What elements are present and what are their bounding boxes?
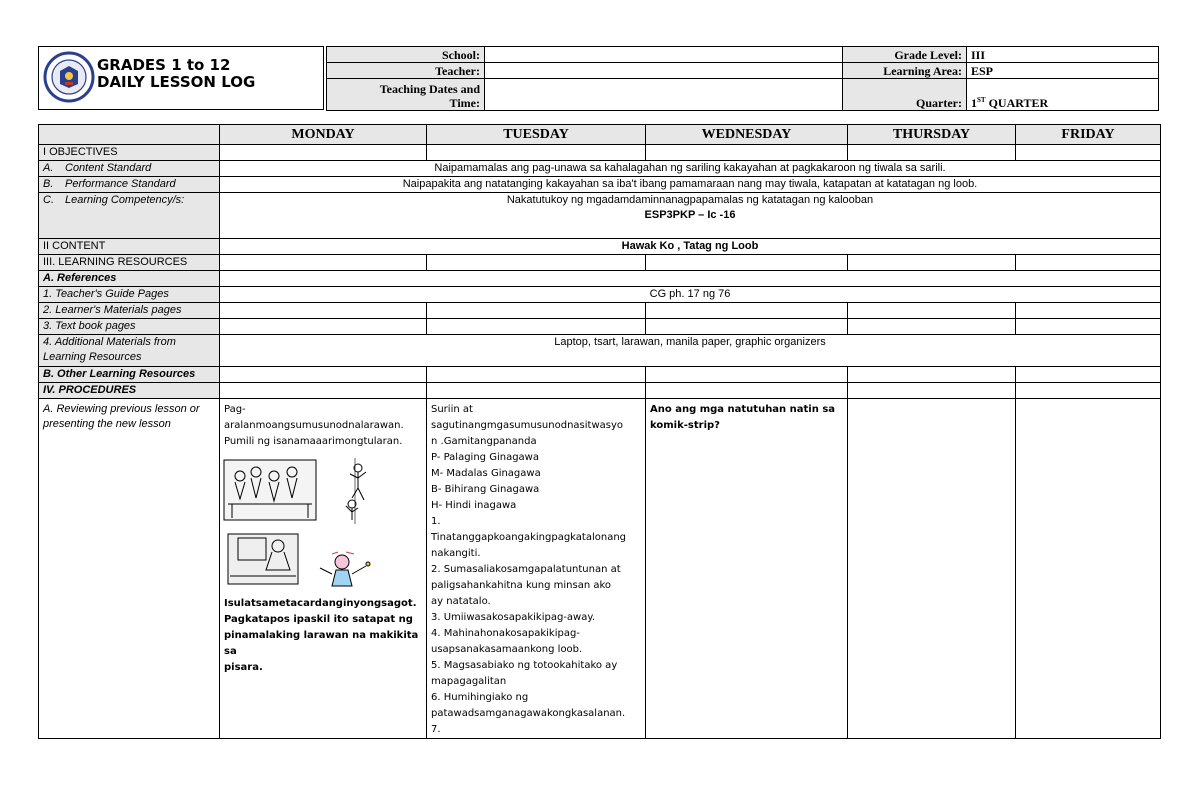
tuesday-line: M- Madalas Ginagawa — [431, 468, 541, 479]
cell[interactable] — [427, 367, 646, 383]
other-resources-row — [39, 367, 1161, 383]
cell[interactable] — [220, 367, 427, 383]
competency-text: Learning Competency/s: — [65, 194, 185, 206]
header-info-table — [326, 46, 1159, 111]
day-thursday: THURSDAY — [848, 125, 1016, 145]
procedures-row — [39, 383, 1161, 399]
tuesday-line: ay natatalo. — [431, 596, 491, 607]
teaching-dates-field[interactable] — [485, 79, 843, 111]
header-title-box — [38, 46, 324, 110]
performance-standard-row — [39, 177, 1161, 193]
content-standard-letter: A. — [43, 162, 54, 174]
other-resources-label: B. Other Learning Resources — [39, 367, 220, 383]
school-field[interactable] — [485, 47, 843, 63]
wednesday-line: komik-strip? — [650, 420, 720, 431]
classroom-comic-illustration — [220, 454, 400, 592]
cell[interactable] — [1016, 319, 1161, 335]
tuesday-line: P- Palaging Ginagawa — [431, 452, 539, 463]
cell[interactable] — [220, 303, 427, 319]
procedures-label: IV. PROCEDURES — [39, 383, 220, 399]
cell[interactable] — [848, 255, 1016, 271]
monday-line: Pag- — [224, 404, 246, 415]
learners-materials-row — [39, 303, 1161, 319]
learning-area-field[interactable]: ESP — [967, 63, 1159, 79]
friday-reviewing-cell[interactable] — [1016, 399, 1161, 739]
tuesday-line: 1. — [431, 516, 441, 527]
monday-line: Pagkatapos ipaskil ito satapat ng — [224, 614, 413, 625]
cell[interactable] — [1016, 367, 1161, 383]
reviewing-label-line1: A. Reviewing previous lesson or — [43, 403, 200, 415]
quarter-label: Quarter: — [843, 79, 967, 111]
performance-standard-text: Performance Standard — [65, 178, 176, 190]
competency-letter: C. — [43, 194, 54, 206]
cell[interactable] — [427, 145, 646, 161]
page-title — [97, 57, 255, 91]
tuesday-line: 3. Umiiwasakosapakikipag-away. — [431, 612, 596, 623]
cell[interactable] — [427, 255, 646, 271]
cell[interactable] — [427, 383, 646, 399]
grade-level-label: Grade Level: — [843, 47, 967, 63]
tuesday-line: paligsahankahitna kung minsan ako — [431, 580, 612, 591]
teaching-dates-label-line2: Time: — [449, 96, 480, 110]
cell[interactable] — [220, 319, 427, 335]
learners-materials-label: 2. Learner's Materials pages — [39, 303, 220, 319]
tuesday-line: H- Hindi inagawa — [431, 500, 517, 511]
day-tuesday: TUESDAY — [427, 125, 646, 145]
cell[interactable] — [646, 255, 848, 271]
tuesday-line: 4. Mahinahonakosapakikipag- — [431, 628, 580, 639]
tuesday-activity-text — [431, 402, 641, 738]
day-friday: FRIDAY — [1016, 125, 1161, 145]
content-standard-text: Content Standard — [65, 162, 152, 174]
content-standard-value[interactable]: Naipamamalas ang pag-unawa sa kahalagahan ng sariling kakayahan at pagkakaroon ng tiwala sa sarili. — [220, 161, 1161, 177]
cell[interactable] — [1016, 383, 1161, 399]
textbook-pages-label: 3. Text book pages — [39, 319, 220, 335]
additional-materials-row — [39, 335, 1161, 367]
cell[interactable] — [646, 303, 848, 319]
learning-resources-label: III. LEARNING RESOURCES — [39, 255, 220, 271]
performance-standard-label — [39, 177, 220, 193]
title-line-1: GRADES 1 to 12 — [97, 56, 231, 74]
performance-standard-value[interactable]: Naipapakita ang natatanging kakayahan sa iba't ibang pamamaraan nang may tiwala, katapatan at katatagan ng loob. — [220, 177, 1161, 193]
cell[interactable] — [1016, 255, 1161, 271]
teaching-dates-label-line1: Teaching Dates and — [379, 82, 480, 96]
quarter-suffix: ST — [977, 96, 986, 104]
monday-line: pisara. — [224, 662, 263, 673]
references-value[interactable] — [220, 271, 1161, 287]
learning-area-label: Learning Area: — [843, 63, 967, 79]
teachers-guide-row — [39, 287, 1161, 303]
additional-materials-label-line2: Learning Resources — [43, 351, 142, 363]
tuesday-line: n .Gamitangpananda — [431, 436, 537, 447]
monday-line: aralanmoangsumusunodnalarawan. — [224, 420, 404, 431]
textbook-pages-row — [39, 319, 1161, 335]
content-value[interactable]: Hawak Ko , Tatag ng Loob — [220, 239, 1161, 255]
tuesday-line: 7. — [431, 724, 441, 735]
lesson-log-table — [38, 124, 1161, 739]
competency-code: ESP3PKP – Ic -16 — [644, 209, 736, 221]
cell[interactable] — [848, 145, 1016, 161]
additional-materials-value[interactable]: Laptop, tsart, larawan, manila paper, graphic organizers — [220, 335, 1161, 367]
tuesday-reviewing-cell[interactable] — [427, 399, 646, 739]
content-row — [39, 239, 1161, 255]
monday-line: pinamalaking larawan na makikita sa — [224, 630, 419, 657]
tuesday-line: 6. Humihingiako ng — [431, 692, 529, 703]
content-standard-row — [39, 161, 1161, 177]
tuesday-line: usapsanakasamaankong loob. — [431, 644, 583, 655]
competency-row — [39, 193, 1161, 239]
tuesday-line: 5. Magsasabiako ng totookahitako ay — [431, 660, 618, 671]
wednesday-line: Ano ang mga natutuhan natin sa — [650, 404, 836, 415]
content-standard-label — [39, 161, 220, 177]
tuesday-line: B- Bihirang Ginagawa — [431, 484, 540, 495]
quarter-text: QUARTER — [985, 96, 1049, 110]
competency-value[interactable] — [220, 193, 1161, 239]
tuesday-line: mapagagalitan — [431, 676, 507, 687]
cell[interactable] — [848, 303, 1016, 319]
monday-reviewing-cell[interactable] — [220, 399, 427, 739]
reviewing-row — [39, 399, 1161, 739]
quarter-field[interactable] — [967, 79, 1159, 111]
cell[interactable] — [427, 303, 646, 319]
cell[interactable] — [848, 367, 1016, 383]
deped-seal-icon — [43, 51, 95, 103]
cell[interactable] — [220, 145, 427, 161]
thursday-reviewing-cell[interactable] — [848, 399, 1016, 739]
day-wednesday: WEDNESDAY — [646, 125, 848, 145]
competency-description: Nakatutukoy ng mgadamdaminnanagpapamalas ng katatagan ng kalooban — [506, 194, 874, 206]
objectives-row — [39, 145, 1161, 161]
days-header-row — [39, 125, 1161, 145]
cell[interactable] — [848, 383, 1016, 399]
day-monday: MONDAY — [220, 125, 427, 145]
tuesday-line: Suriin at — [431, 404, 473, 415]
teachers-guide-value[interactable]: CG ph. 17 ng 76 — [220, 287, 1161, 303]
cell[interactable] — [1016, 145, 1161, 161]
cell[interactable] — [1016, 303, 1161, 319]
additional-materials-label — [39, 335, 220, 367]
wednesday-activity-text — [650, 402, 843, 434]
teacher-field[interactable] — [485, 63, 843, 79]
monday-activity-text-top — [224, 402, 422, 450]
competency-label — [39, 193, 220, 239]
tuesday-line: 2. Sumasaliakosamgapalatuntunan at — [431, 564, 621, 575]
monday-line: Pumili ng isanamaaarimongtularan. — [224, 436, 403, 447]
tuesday-line: nakangiti. — [431, 548, 481, 559]
cell[interactable] — [646, 145, 848, 161]
wednesday-reviewing-cell[interactable] — [646, 399, 848, 739]
cell[interactable] — [646, 383, 848, 399]
objectives-label: I OBJECTIVES — [39, 145, 220, 161]
teacher-label: Teacher: — [327, 63, 485, 79]
reviewing-label — [39, 399, 220, 739]
tuesday-line: patawadsamganagawakongkasalanan. — [431, 708, 626, 719]
additional-materials-label-line1: 4. Additional Materials from — [43, 336, 176, 348]
learning-resources-row — [39, 255, 1161, 271]
references-label: A. References — [39, 271, 220, 287]
teaching-dates-label — [327, 79, 485, 111]
teachers-guide-label: 1. Teacher's Guide Pages — [39, 287, 220, 303]
monday-activity-text-bottom — [224, 596, 422, 676]
cell[interactable] — [427, 319, 646, 335]
references-row — [39, 271, 1161, 287]
title-line-2: DAILY LESSON LOG — [97, 73, 256, 91]
cell[interactable] — [646, 367, 848, 383]
monday-line: Isulatsametacardanginyongsagot. — [224, 598, 417, 609]
performance-standard-letter: B. — [43, 178, 54, 190]
cell[interactable] — [848, 319, 1016, 335]
cell[interactable] — [220, 255, 427, 271]
corner-cell — [39, 125, 220, 145]
school-label: School: — [327, 47, 485, 63]
tuesday-line: Tinatanggapkoangakingpagkatalonang — [431, 532, 627, 543]
cell[interactable] — [220, 383, 427, 399]
cell[interactable] — [646, 319, 848, 335]
quarter-number: 1 — [971, 96, 977, 110]
content-label: II CONTENT — [39, 239, 220, 255]
tuesday-line: sagutinangmgasumusunodnasitwasyo — [431, 420, 623, 431]
reviewing-label-line2: presenting the new lesson — [43, 418, 171, 430]
grade-level-field[interactable]: III — [967, 47, 1159, 63]
